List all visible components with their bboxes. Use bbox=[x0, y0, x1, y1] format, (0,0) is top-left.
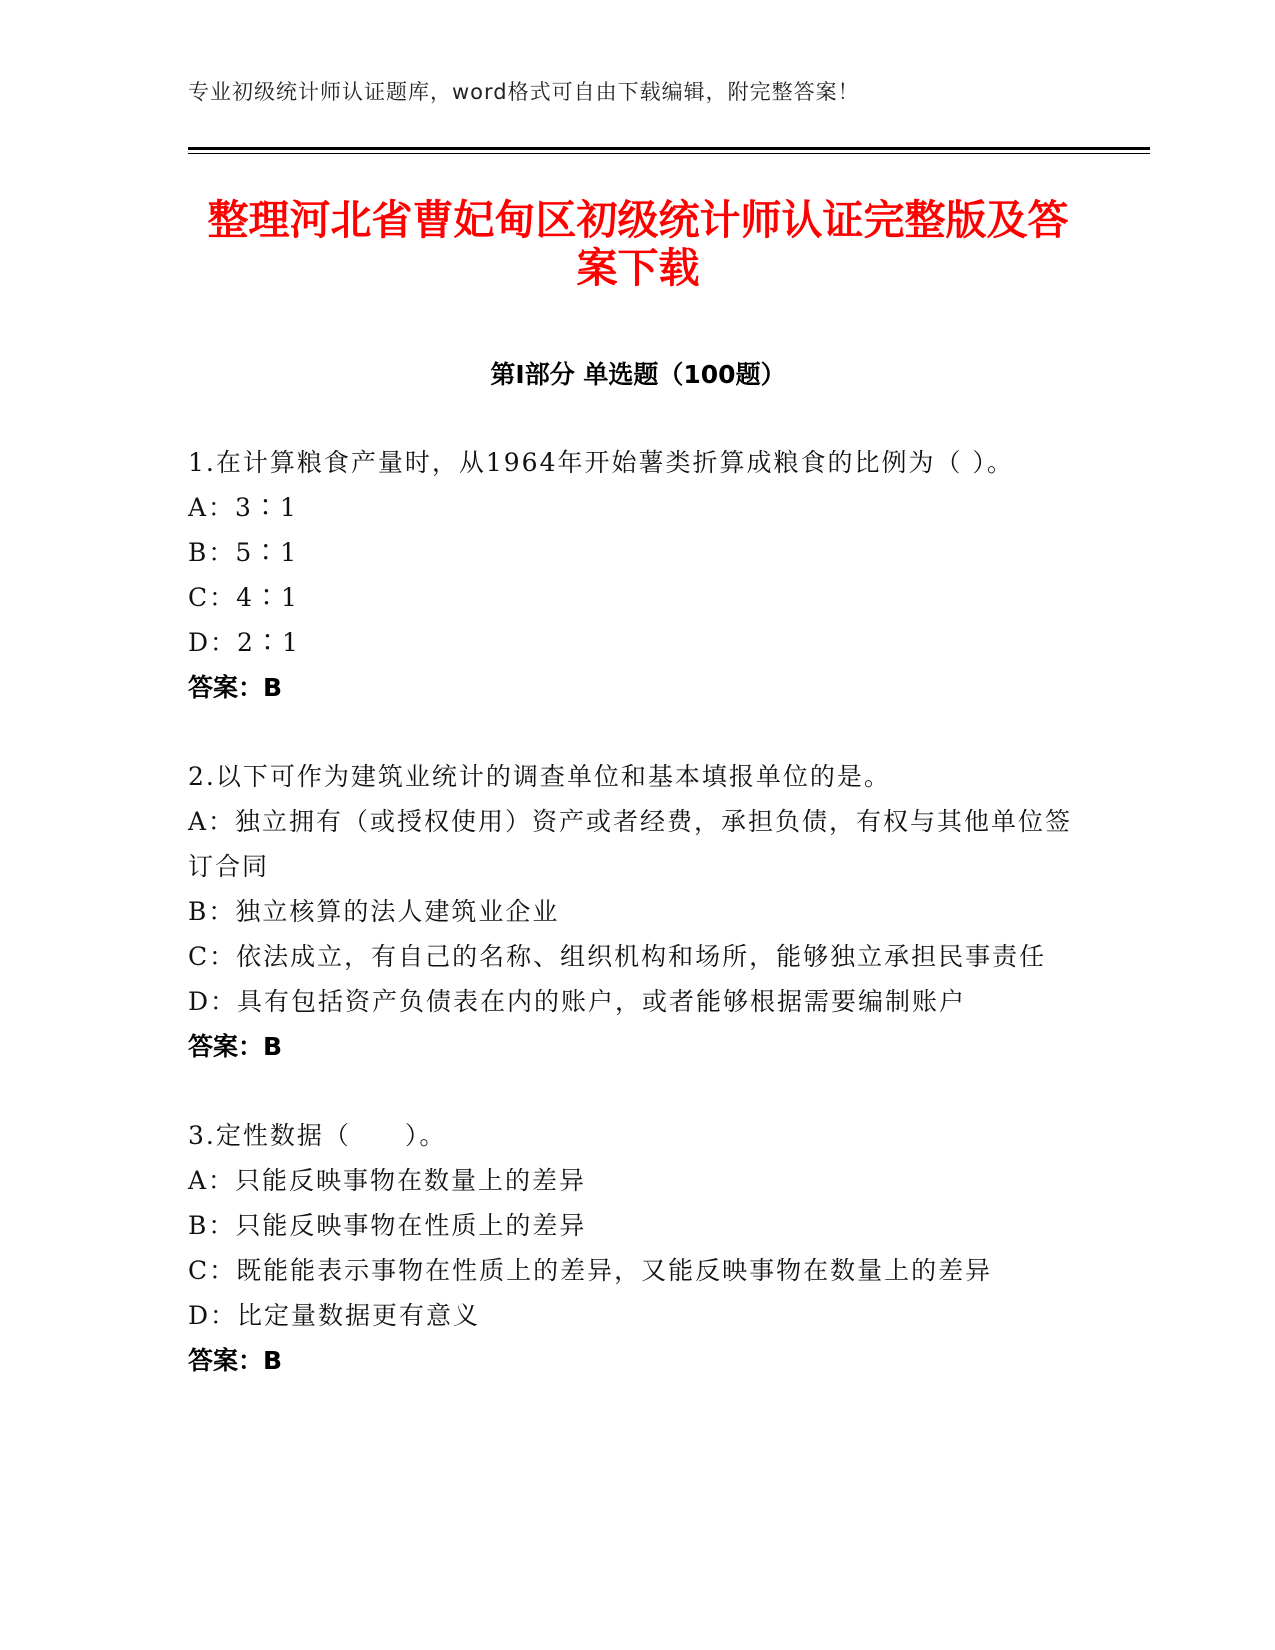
option-b: B：只能反映事物在性质上的差异 bbox=[188, 1211, 587, 1240]
header-rule-thick bbox=[188, 147, 1150, 150]
option-a: A：独立拥有（或授权使用）资产或者经费，承担负债，有权与其他单位签订合同 bbox=[188, 807, 1073, 881]
answer-line: 答案：B bbox=[188, 1346, 283, 1375]
document-title: 整理河北省曹妃甸区初级统计师认证完整版及答案下载 bbox=[207, 196, 1069, 292]
option-b: B：独立核算的法人建筑业企业 bbox=[188, 897, 560, 926]
section-heading: 第I部分 单选题（100题） bbox=[490, 360, 786, 389]
header-rule-thin bbox=[188, 153, 1150, 154]
option-c: C：既能能表示事物在性质上的差异，又能反映事物在数量上的差异 bbox=[188, 1256, 993, 1285]
question-2 bbox=[188, 754, 1088, 1069]
question-stem: 3.定性数据（ ）。 bbox=[188, 1121, 447, 1150]
option-a: A：3∶1 bbox=[188, 493, 298, 522]
option-c: C：依法成立，有自己的名称、组织机构和场所，能够独立承担民事责任 bbox=[188, 942, 1047, 971]
option-d: D：比定量数据更有意义 bbox=[188, 1301, 481, 1330]
question-1 bbox=[188, 440, 1088, 710]
option-c: C：4∶1 bbox=[188, 583, 299, 612]
question-stem: 1.在计算粮食产量时，从1964年开始薯类折算成粮食的比例为（ ）。 bbox=[188, 448, 1014, 477]
answer-line: 答案：B bbox=[188, 673, 283, 702]
question-3 bbox=[188, 1113, 1088, 1383]
question-list bbox=[188, 440, 1088, 1427]
option-a: A：只能反映事物在数量上的差异 bbox=[188, 1166, 587, 1195]
question-stem: 2.以下可作为建筑业统计的调查单位和基本填报单位的是。 bbox=[188, 762, 891, 791]
option-d: D：具有包括资产负债表在内的账户，或者能够根据需要编制账户 bbox=[188, 987, 967, 1016]
option-b: B：5∶1 bbox=[188, 538, 299, 567]
option-d: D：2∶1 bbox=[188, 628, 300, 657]
answer-line: 答案：B bbox=[188, 1032, 283, 1061]
page-header: 专业初级统计师认证题库，word格式可自由下载编辑，附完整答案！ bbox=[188, 80, 860, 104]
